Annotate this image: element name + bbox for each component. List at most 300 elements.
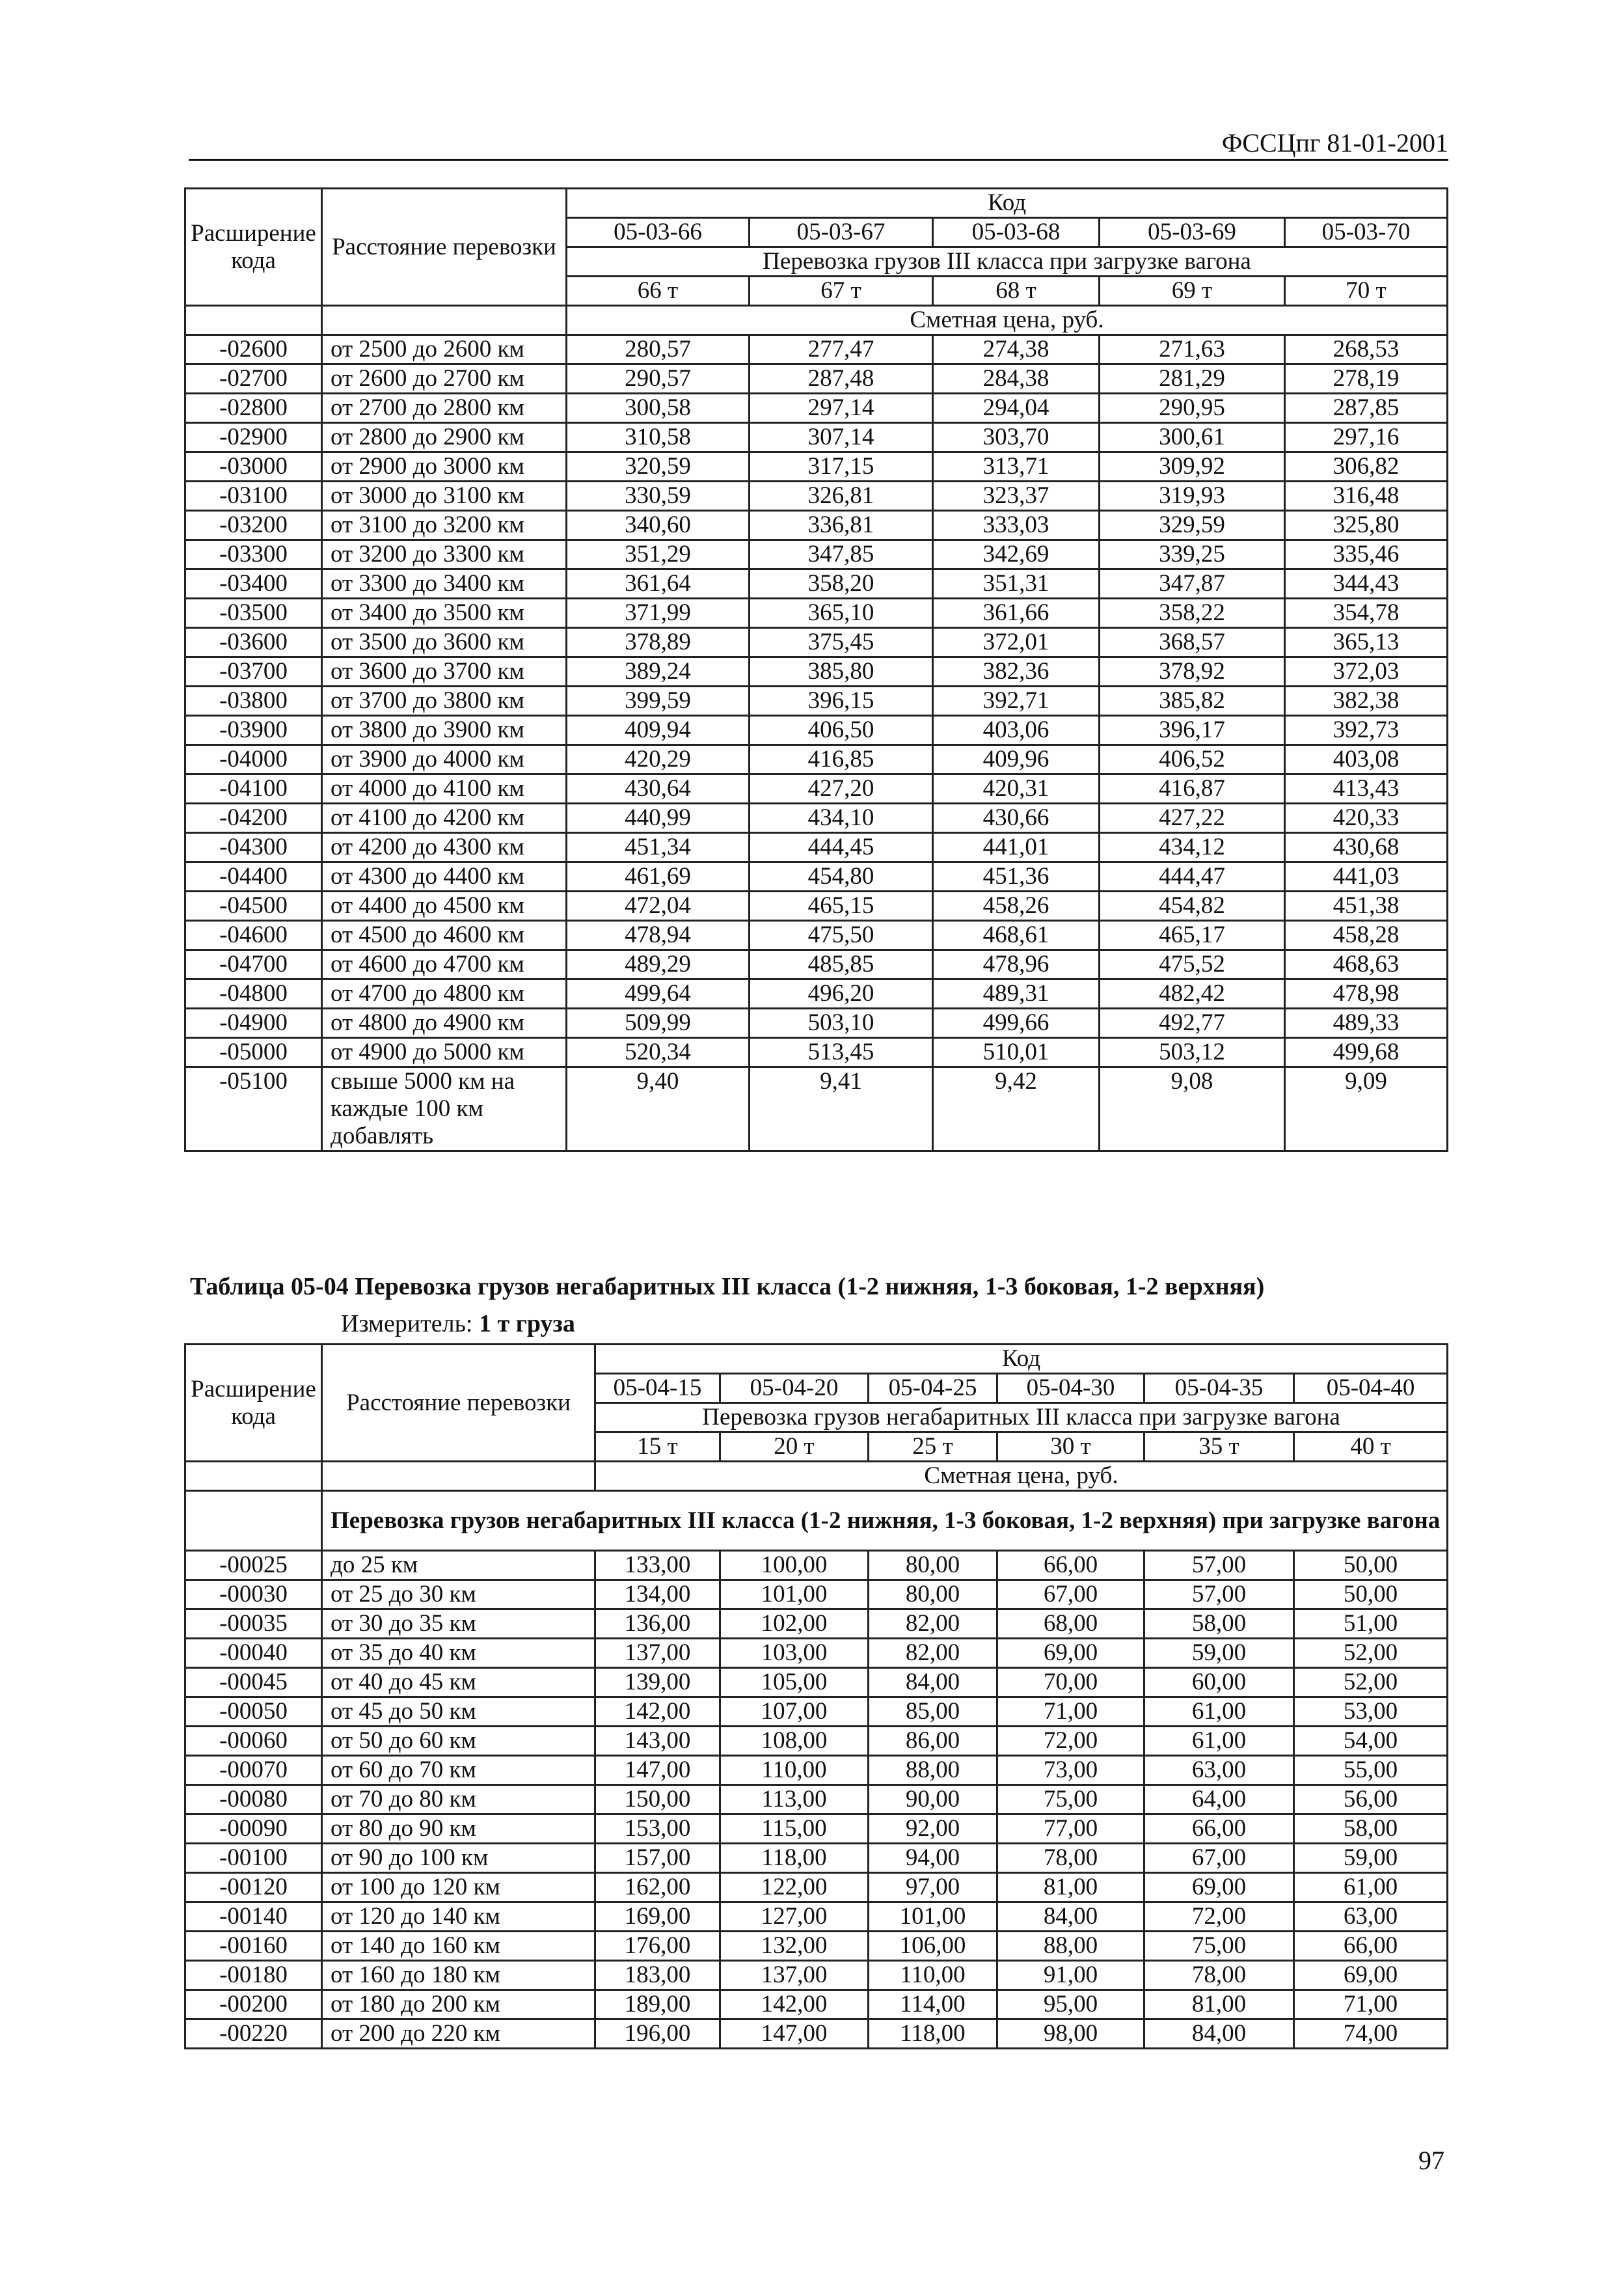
price-cell: 344,43: [1285, 569, 1448, 599]
price-cell: 90,00: [869, 1785, 997, 1814]
price-cell: 340,60: [567, 511, 750, 540]
price-cell: 72,00: [997, 1727, 1144, 1756]
col-header-code: Код: [567, 189, 1448, 218]
price-cell: 510,01: [933, 1038, 1100, 1067]
price-cell: 101,00: [869, 1902, 997, 1932]
extension-code-cell: -00030: [185, 1580, 322, 1609]
price-cell: 434,12: [1100, 833, 1285, 862]
table-row: [185, 1873, 1448, 1902]
price-cell: 406,50: [750, 716, 933, 745]
price-cell: 137,00: [720, 1961, 869, 1990]
extension-code-cell: -03800: [185, 687, 322, 716]
price-cell: 105,00: [720, 1668, 869, 1697]
price-cell: 169,00: [595, 1902, 720, 1932]
price-cell: 385,80: [750, 657, 933, 687]
price-cell: 290,95: [1100, 394, 1285, 423]
price-cell: 468,61: [933, 921, 1100, 950]
distance-cell: от 2500 до 2600 км: [322, 335, 567, 364]
price-cell: 69,00: [1144, 1873, 1294, 1902]
price-cell: 281,29: [1100, 364, 1285, 394]
load-cell: 67 т: [750, 277, 933, 306]
col-header-extension: Расширение кода: [185, 189, 322, 306]
load-cell: 70 т: [1285, 277, 1448, 306]
code-cell: 05-03-69: [1100, 218, 1285, 247]
table-row: [185, 1844, 1448, 1873]
price-cell: 335,46: [1285, 540, 1448, 569]
price-cell: 134,00: [595, 1580, 720, 1609]
load-cell: 66 т: [567, 277, 750, 306]
price-cell: 97,00: [869, 1873, 997, 1902]
price-cell: 326,81: [750, 482, 933, 511]
price-cell: 465,15: [750, 892, 933, 921]
extension-code-cell: -00220: [185, 2019, 322, 2049]
price-cell: 59,00: [1294, 1844, 1448, 1873]
price-header: Сметная цена, руб.: [595, 1462, 1448, 1491]
price-cell: 475,52: [1100, 950, 1285, 979]
price-cell: 122,00: [720, 1873, 869, 1902]
price-cell: 64,00: [1144, 1785, 1294, 1814]
price-cell: 143,00: [595, 1727, 720, 1756]
measure-label: Измеритель:: [341, 1310, 473, 1337]
table-row: [185, 716, 1448, 745]
price-cell: 68,00: [997, 1609, 1144, 1639]
load-cell: 40 т: [1294, 1432, 1448, 1462]
extension-code-cell: -00120: [185, 1873, 322, 1902]
distance-cell: от 4800 до 4900 км: [322, 1009, 567, 1038]
distance-cell: от 3300 до 3400 км: [322, 569, 567, 599]
distance-cell: от 2600 до 2700 км: [322, 364, 567, 394]
distance-cell: от 3500 до 3600 км: [322, 628, 567, 657]
price-cell: 142,00: [720, 1990, 869, 2019]
extension-code-cell: -04000: [185, 745, 322, 774]
price-cell: 147,00: [720, 2019, 869, 2049]
price-cell: 92,00: [869, 1814, 997, 1844]
distance-cell: от 100 до 120 км: [322, 1873, 595, 1902]
table-row: [185, 1038, 1448, 1067]
price-cell: 71,00: [1294, 1990, 1448, 2019]
table-row: [185, 979, 1448, 1009]
code-cell: 05-04-15: [595, 1374, 720, 1403]
table-row: [185, 892, 1448, 921]
price-cell: 427,20: [750, 774, 933, 804]
price-cell: 61,00: [1144, 1697, 1294, 1727]
price-cell: 319,93: [1100, 482, 1285, 511]
price-cell: 441,01: [933, 833, 1100, 862]
price-cell: 290,57: [567, 364, 750, 394]
distance-cell: от 4000 до 4100 км: [322, 774, 567, 804]
distance-cell: от 140 до 160 км: [322, 1932, 595, 1961]
distance-cell: свыше 5000 км на каждые 100 км добавлять: [322, 1067, 567, 1151]
table-row: [185, 599, 1448, 628]
distance-cell: от 2700 до 2800 км: [322, 394, 567, 423]
distance-cell: от 35 до 40 км: [322, 1639, 595, 1668]
price-cell: 365,10: [750, 599, 933, 628]
table-row: [185, 1668, 1448, 1697]
table-row: [185, 335, 1448, 364]
empty-cell: [322, 1462, 595, 1491]
distance-cell: от 3200 до 3300 км: [322, 540, 567, 569]
price-cell: 430,66: [933, 804, 1100, 833]
price-cell: 63,00: [1144, 1756, 1294, 1785]
table-row: [185, 1697, 1448, 1727]
code-cell: 05-04-35: [1144, 1374, 1294, 1403]
price-cell: 86,00: [869, 1727, 997, 1756]
table-row: [185, 1009, 1448, 1038]
price-cell: 336,81: [750, 511, 933, 540]
price-cell: 132,00: [720, 1932, 869, 1961]
price-cell: 287,48: [750, 364, 933, 394]
price-cell: 403,06: [933, 716, 1100, 745]
price-cell: 280,57: [567, 335, 750, 364]
extension-code-cell: -00025: [185, 1551, 322, 1580]
price-cell: 478,96: [933, 950, 1100, 979]
price-cell: 420,33: [1285, 804, 1448, 833]
price-cell: 67,00: [997, 1580, 1144, 1609]
price-cell: 69,00: [997, 1639, 1144, 1668]
group-title-row: Перевозка грузов негабаритных III класса (1-2 нижняя, 1-3 боковая, 1-2 верхняя) при загрузке вагона: [322, 1491, 1448, 1551]
price-cell: 196,00: [595, 2019, 720, 2049]
price-cell: 300,58: [567, 394, 750, 423]
extension-code-cell: -00200: [185, 1990, 322, 2019]
price-cell: 61,00: [1294, 1873, 1448, 1902]
distance-cell: от 50 до 60 км: [322, 1727, 595, 1756]
price-cell: 57,00: [1144, 1551, 1294, 1580]
price-cell: 329,59: [1100, 511, 1285, 540]
extension-code-cell: -00160: [185, 1932, 322, 1961]
price-cell: 67,00: [1144, 1844, 1294, 1873]
price-cell: 499,68: [1285, 1038, 1448, 1067]
price-cell: 339,25: [1100, 540, 1285, 569]
code-cell: 05-03-67: [750, 218, 933, 247]
price-cell: 385,82: [1100, 687, 1285, 716]
extension-code-cell: -02900: [185, 423, 322, 452]
table-row: [185, 862, 1448, 892]
load-cell: 30 т: [997, 1432, 1144, 1462]
table-row: [185, 657, 1448, 687]
price-cell: 509,99: [567, 1009, 750, 1038]
price-cell: 392,73: [1285, 716, 1448, 745]
price-cell: 317,15: [750, 452, 933, 482]
price-cell: 278,19: [1285, 364, 1448, 394]
price-cell: 71,00: [997, 1697, 1144, 1727]
distance-cell: от 4100 до 4200 км: [322, 804, 567, 833]
distance-cell: от 25 до 30 км: [322, 1580, 595, 1609]
price-cell: 271,63: [1100, 335, 1285, 364]
price-cell: 409,96: [933, 745, 1100, 774]
page-header: [189, 128, 1448, 161]
price-cell: 94,00: [869, 1844, 997, 1873]
code-cell: 05-04-20: [720, 1374, 869, 1403]
table-row: [185, 1639, 1448, 1668]
price-cell: 137,00: [595, 1639, 720, 1668]
distance-cell: от 160 до 180 км: [322, 1961, 595, 1990]
price-cell: 88,00: [997, 1932, 1144, 1961]
price-table-05-03: [184, 187, 1448, 1152]
table1-body: [185, 335, 1448, 1151]
price-cell: 60,00: [1144, 1668, 1294, 1697]
price-cell: 101,00: [720, 1580, 869, 1609]
price-cell: 133,00: [595, 1551, 720, 1580]
price-cell: 513,45: [750, 1038, 933, 1067]
distance-cell: от 3000 до 3100 км: [322, 482, 567, 511]
price-cell: 333,03: [933, 511, 1100, 540]
load-cell: 35 т: [1144, 1432, 1294, 1462]
price-cell: 354,78: [1285, 599, 1448, 628]
table-row: [185, 745, 1448, 774]
price-cell: 118,00: [869, 2019, 997, 2049]
price-cell: 70,00: [997, 1668, 1144, 1697]
distance-cell: от 90 до 100 км: [322, 1844, 595, 1873]
load-cell: 69 т: [1100, 277, 1285, 306]
price-cell: 300,61: [1100, 423, 1285, 452]
extension-code-cell: -03200: [185, 511, 322, 540]
price-cell: 147,00: [595, 1756, 720, 1785]
extension-code-cell: -04200: [185, 804, 322, 833]
price-cell: 294,04: [933, 394, 1100, 423]
price-cell: 416,85: [750, 745, 933, 774]
price-cell: 347,85: [750, 540, 933, 569]
extension-code-cell: -00080: [185, 1785, 322, 1814]
price-cell: 277,47: [750, 335, 933, 364]
extension-code-cell: -04800: [185, 979, 322, 1009]
price-cell: 162,00: [595, 1873, 720, 1902]
transport-header: Перевозка грузов III класса при загрузке вагона: [567, 247, 1448, 277]
col-header-distance: Расстояние перевозки: [322, 1345, 595, 1462]
document-code: ФССЦпг 81-01-2001: [1221, 128, 1448, 157]
price-cell: 503,10: [750, 1009, 933, 1038]
measure-line: [341, 1309, 575, 1338]
distance-cell: от 70 до 80 км: [322, 1785, 595, 1814]
code-cell: 05-03-66: [567, 218, 750, 247]
table-row: [185, 540, 1448, 569]
price-cell: 69,00: [1294, 1961, 1448, 1990]
price-cell: 351,31: [933, 569, 1100, 599]
extension-code-cell: -03900: [185, 716, 322, 745]
col-header-distance: Расстояние перевозки: [322, 189, 567, 306]
price-cell: 108,00: [720, 1727, 869, 1756]
price-cell: 330,59: [567, 482, 750, 511]
extension-code-cell: -02700: [185, 364, 322, 394]
table-row: [185, 1580, 1448, 1609]
table-row: [185, 1551, 1448, 1580]
table-row: [185, 1727, 1448, 1756]
price-cell: 478,94: [567, 921, 750, 950]
price-cell: 75,00: [1144, 1932, 1294, 1961]
extension-code-cell: -03400: [185, 569, 322, 599]
price-cell: 325,80: [1285, 511, 1448, 540]
extension-code-cell: -03000: [185, 452, 322, 482]
price-cell: 416,87: [1100, 774, 1285, 804]
price-cell: 496,20: [750, 979, 933, 1009]
price-cell: 95,00: [997, 1990, 1144, 2019]
price-cell: 50,00: [1294, 1551, 1448, 1580]
price-cell: 284,38: [933, 364, 1100, 394]
price-cell: 9,42: [933, 1067, 1100, 1151]
price-cell: 54,00: [1294, 1727, 1448, 1756]
price-cell: 58,00: [1144, 1609, 1294, 1639]
extension-code-cell: -03100: [185, 482, 322, 511]
distance-cell: от 2800 до 2900 км: [322, 423, 567, 452]
price-cell: 492,77: [1100, 1009, 1285, 1038]
price-cell: 499,64: [567, 979, 750, 1009]
price-cell: 59,00: [1144, 1639, 1294, 1668]
price-cell: 375,45: [750, 628, 933, 657]
price-cell: 176,00: [595, 1932, 720, 1961]
price-cell: 189,00: [595, 1990, 720, 2019]
price-cell: 430,64: [567, 774, 750, 804]
empty-cell: [185, 1462, 322, 1491]
price-cell: 378,89: [567, 628, 750, 657]
price-cell: 85,00: [869, 1697, 997, 1727]
price-cell: 320,59: [567, 452, 750, 482]
price-cell: 297,16: [1285, 423, 1448, 452]
price-cell: 75,00: [997, 1785, 1144, 1814]
price-cell: 475,50: [750, 921, 933, 950]
price-cell: 98,00: [997, 2019, 1144, 2049]
price-cell: 58,00: [1294, 1814, 1448, 1844]
price-cell: 444,45: [750, 833, 933, 862]
price-cell: 136,00: [595, 1609, 720, 1639]
distance-cell: от 4500 до 4600 км: [322, 921, 567, 950]
price-cell: 82,00: [869, 1639, 997, 1668]
price-cell: 361,64: [567, 569, 750, 599]
distance-cell: от 45 до 50 км: [322, 1697, 595, 1727]
price-cell: 106,00: [869, 1932, 997, 1961]
extension-code-cell: -03500: [185, 599, 322, 628]
price-cell: 303,70: [933, 423, 1100, 452]
price-cell: 489,33: [1285, 1009, 1448, 1038]
price-cell: 9,40: [567, 1067, 750, 1151]
price-cell: 84,00: [1144, 2019, 1294, 2049]
extension-code-cell: -00070: [185, 1756, 322, 1785]
extension-code-cell: -04600: [185, 921, 322, 950]
price-cell: 440,99: [567, 804, 750, 833]
table-row: [185, 511, 1448, 540]
price-cell: 63,00: [1294, 1902, 1448, 1932]
extension-code-cell: -04100: [185, 774, 322, 804]
price-cell: 468,63: [1285, 950, 1448, 979]
extension-code-cell: -04500: [185, 892, 322, 921]
price-cell: 309,92: [1100, 452, 1285, 482]
price-cell: 73,00: [997, 1756, 1144, 1785]
load-cell: 25 т: [869, 1432, 997, 1462]
price-cell: 100,00: [720, 1551, 869, 1580]
table-row: [185, 628, 1448, 657]
price-cell: 444,47: [1100, 862, 1285, 892]
distance-cell: от 4600 до 4700 км: [322, 950, 567, 979]
distance-cell: до 25 км: [322, 1551, 595, 1580]
table-row: [185, 482, 1448, 511]
empty-cell: [185, 306, 322, 335]
price-cell: 9,09: [1285, 1067, 1448, 1151]
distance-cell: от 3900 до 4000 км: [322, 745, 567, 774]
price-cell: 406,52: [1100, 745, 1285, 774]
distance-cell: от 4900 до 5000 км: [322, 1038, 567, 1067]
price-cell: 150,00: [595, 1785, 720, 1814]
price-cell: 157,00: [595, 1844, 720, 1873]
price-cell: 403,08: [1285, 745, 1448, 774]
price-cell: 91,00: [997, 1961, 1144, 1990]
price-cell: 307,14: [750, 423, 933, 452]
load-cell: 20 т: [720, 1432, 869, 1462]
price-cell: 72,00: [1144, 1902, 1294, 1932]
price-cell: 118,00: [720, 1844, 869, 1873]
load-cell: 68 т: [933, 277, 1100, 306]
distance-cell: от 80 до 90 км: [322, 1814, 595, 1844]
price-cell: 451,34: [567, 833, 750, 862]
price-cell: 88,00: [869, 1756, 997, 1785]
price-cell: 472,04: [567, 892, 750, 921]
price-cell: 74,00: [1294, 2019, 1448, 2049]
table2-body: [185, 1551, 1448, 2049]
price-cell: 80,00: [869, 1551, 997, 1580]
table-row: [185, 394, 1448, 423]
price-cell: 107,00: [720, 1697, 869, 1727]
price-cell: 458,26: [933, 892, 1100, 921]
code-cell: 05-03-68: [933, 218, 1100, 247]
table-row: [185, 950, 1448, 979]
price-cell: 420,31: [933, 774, 1100, 804]
extension-code-cell: -03600: [185, 628, 322, 657]
col-header-code: Код: [595, 1345, 1448, 1374]
price-cell: 451,36: [933, 862, 1100, 892]
table1-head: [185, 189, 1448, 335]
price-cell: 50,00: [1294, 1580, 1448, 1609]
distance-cell: от 60 до 70 км: [322, 1756, 595, 1785]
price-cell: 66,00: [1294, 1932, 1448, 1961]
price-cell: 56,00: [1294, 1785, 1448, 1814]
distance-cell: от 4300 до 4400 км: [322, 862, 567, 892]
price-cell: 274,38: [933, 335, 1100, 364]
distance-cell: от 3100 до 3200 км: [322, 511, 567, 540]
transport-header: Перевозка грузов негабаритных III класса при загрузке вагона: [595, 1403, 1448, 1432]
distance-cell: от 3600 до 3700 км: [322, 657, 567, 687]
price-cell: 84,00: [997, 1902, 1144, 1932]
price-cell: 316,48: [1285, 482, 1448, 511]
price-table-05-04: [184, 1343, 1448, 2049]
table2-title: Таблица 05-04 Перевозка грузов негабаритных III класса (1-2 нижняя, 1-3 боковая, 1-2 верхняя): [190, 1273, 1265, 1300]
price-cell: 77,00: [997, 1814, 1144, 1844]
price-cell: 351,29: [567, 540, 750, 569]
price-cell: 489,31: [933, 979, 1100, 1009]
price-cell: 80,00: [869, 1580, 997, 1609]
extension-code-cell: -00140: [185, 1902, 322, 1932]
price-cell: 127,00: [720, 1902, 869, 1932]
extension-code-cell: -03300: [185, 540, 322, 569]
price-cell: 297,14: [750, 394, 933, 423]
price-cell: 378,92: [1100, 657, 1285, 687]
price-cell: 482,42: [1100, 979, 1285, 1009]
empty-cell: [322, 306, 567, 335]
price-cell: 55,00: [1294, 1756, 1448, 1785]
extension-code-cell: -03700: [185, 657, 322, 687]
price-cell: 454,82: [1100, 892, 1285, 921]
table-row: [185, 1814, 1448, 1844]
price-cell: 392,71: [933, 687, 1100, 716]
table-row: [185, 1961, 1448, 1990]
col-header-extension: Расширение кода: [185, 1345, 322, 1462]
code-cell: 05-03-70: [1285, 218, 1448, 247]
price-cell: 413,43: [1285, 774, 1448, 804]
price-cell: 82,00: [869, 1609, 997, 1639]
load-cell: 15 т: [595, 1432, 720, 1462]
price-cell: 427,22: [1100, 804, 1285, 833]
table-row: [185, 423, 1448, 452]
price-cell: 399,59: [567, 687, 750, 716]
price-cell: 489,29: [567, 950, 750, 979]
table-row: [185, 364, 1448, 394]
price-cell: 358,20: [750, 569, 933, 599]
